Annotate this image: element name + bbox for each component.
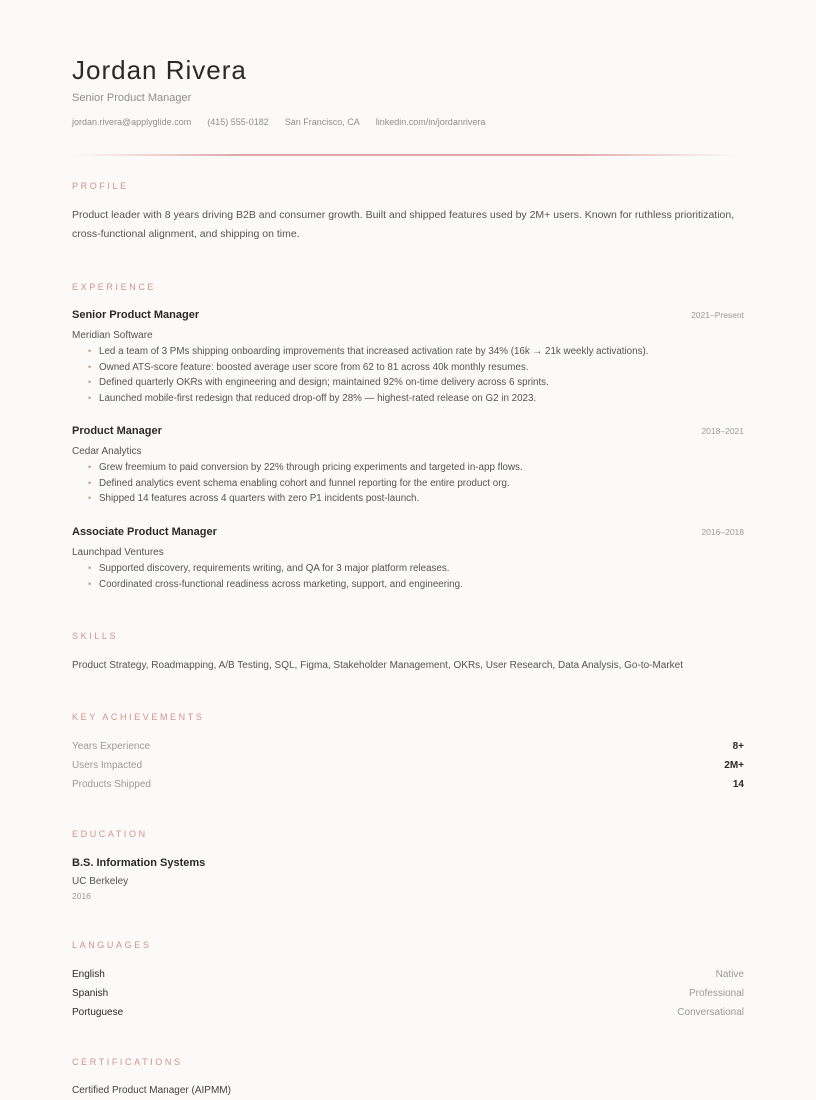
job-company: Cedar Analytics bbox=[72, 446, 142, 457]
language-row bbox=[72, 965, 744, 984]
job-bullet: • Launched mobile-first redesign that reduced drop-off by 28% — highest-rated release on G2 in 2023. bbox=[88, 391, 744, 407]
job-bullets bbox=[72, 344, 744, 406]
achievement-value: 8+ bbox=[732, 741, 744, 752]
bullet-icon: • bbox=[88, 346, 92, 356]
achievements-list bbox=[72, 737, 744, 794]
job-dates: 2018–2021 bbox=[701, 426, 744, 436]
contact-location: San Francisco, CA bbox=[284, 117, 360, 127]
bullet-icon: • bbox=[88, 563, 92, 573]
contact-phone[interactable]: (415) 555-0182 bbox=[207, 117, 269, 127]
section-title-achievements: KEY ACHIEVEMENTS bbox=[72, 712, 205, 722]
job-bullets bbox=[72, 460, 744, 507]
section-title-skills: SKILLS bbox=[72, 631, 119, 641]
contact-email[interactable]: jordan.rivera@applyglide.com bbox=[72, 117, 192, 127]
job-role: Associate Product Manager bbox=[72, 526, 217, 538]
language-level: Professional bbox=[688, 988, 744, 999]
skills-list: Product Strategy, Roadmapping, A/B Testing, SQL, Figma, Stakeholder Management, OKRs, User Research, Data Analysis, Go-to-Market bbox=[72, 660, 684, 671]
contact-line bbox=[72, 117, 485, 127]
job-entry bbox=[72, 309, 744, 406]
job-role: Product Manager bbox=[72, 425, 162, 437]
section-title-education: EDUCATION bbox=[72, 829, 148, 839]
job-dates: 2016–2018 bbox=[701, 527, 744, 537]
job-bullet: • Coordinated cross-functional readiness across marketing, support, and engineering. bbox=[88, 577, 744, 593]
achievement-value: 14 bbox=[732, 779, 744, 790]
certification-item: Certified Product Manager (AIPMM) bbox=[72, 1085, 231, 1096]
achievement-label: Users Impacted bbox=[72, 760, 143, 771]
bullet-icon: • bbox=[88, 477, 92, 488]
header-divider bbox=[72, 154, 736, 156]
job-bullet: • Supported discovery, requirements writing, and QA for 3 major platform releases. bbox=[88, 561, 744, 577]
language-name: Portuguese bbox=[72, 1007, 124, 1018]
job-role: Senior Product Manager bbox=[72, 309, 200, 321]
education-degree: B.S. Information Systems bbox=[72, 857, 206, 869]
job-bullet: • Owned ATS-score feature: boosted average user score from 62 to 81 across 40k monthly resumes. bbox=[88, 360, 744, 376]
job-entry bbox=[72, 526, 744, 592]
section-title-profile: PROFILE bbox=[72, 181, 129, 191]
languages-list bbox=[72, 965, 744, 1022]
language-level: Conversational bbox=[677, 1007, 744, 1018]
job-company: Meridian Software bbox=[72, 330, 153, 341]
achievement-row bbox=[72, 775, 744, 794]
job-entry bbox=[72, 425, 744, 507]
language-level: Native bbox=[715, 969, 744, 980]
job-bullet: • Shipped 14 features across 4 quarters with zero P1 incidents post-launch. bbox=[88, 491, 744, 507]
achievement-row bbox=[72, 756, 744, 775]
education-year: 2016 bbox=[72, 891, 91, 901]
job-bullet: • Defined quarterly OKRs with engineering and design; maintained 92% on-time delivery across 6 sprints. bbox=[88, 375, 744, 391]
education-school: UC Berkeley bbox=[72, 876, 129, 887]
profile-summary: Product leader with 8 years driving B2B and consumer growth. Built and shipped features used by 2M+ users. Known for ruthless prioritization, cross-functional alignment, and shipping on time. bbox=[72, 209, 735, 240]
section-title-certifications: CERTIFICATIONS bbox=[72, 1057, 183, 1067]
bullet-icon: • bbox=[88, 493, 92, 504]
job-bullets bbox=[72, 561, 744, 592]
bullet-icon: • bbox=[88, 578, 92, 589]
language-row bbox=[72, 1003, 744, 1022]
language-name: English bbox=[72, 969, 105, 980]
achievement-row bbox=[72, 737, 744, 756]
job-bullet: • Defined analytics event schema enabling cohort and funnel reporting for the entire product org. bbox=[88, 476, 744, 492]
job-dates: 2021–Present bbox=[691, 310, 744, 320]
achievement-label: Products Shipped bbox=[72, 779, 151, 790]
candidate-title: Senior Product Manager bbox=[72, 92, 192, 104]
job-bullet: • Grew freemium to paid conversion by 22% through pricing experiments and targeted in-app flows. bbox=[88, 460, 744, 476]
bullet-icon: • bbox=[88, 392, 92, 403]
job-company: Launchpad Ventures bbox=[72, 547, 164, 558]
job-bullet: • Led a team of 3 PMs shipping onboarding improvements that increased activation rate by 34% (16k → 21k weekly activations). bbox=[88, 344, 744, 360]
candidate-name: Jordan Rivera bbox=[72, 55, 247, 85]
achievement-label: Years Experience bbox=[72, 741, 151, 752]
section-title-languages: LANGUAGES bbox=[72, 940, 152, 950]
contact-linkedin[interactable]: linkedin.com/in/jordanrivera bbox=[375, 117, 486, 127]
language-row bbox=[72, 984, 744, 1003]
bullet-icon: • bbox=[88, 361, 92, 372]
section-title-experience: EXPERIENCE bbox=[72, 282, 157, 292]
achievement-value: 2M+ bbox=[724, 760, 744, 771]
language-name: Spanish bbox=[72, 988, 109, 999]
bullet-icon: • bbox=[88, 462, 92, 472]
bullet-icon: • bbox=[88, 377, 92, 388]
